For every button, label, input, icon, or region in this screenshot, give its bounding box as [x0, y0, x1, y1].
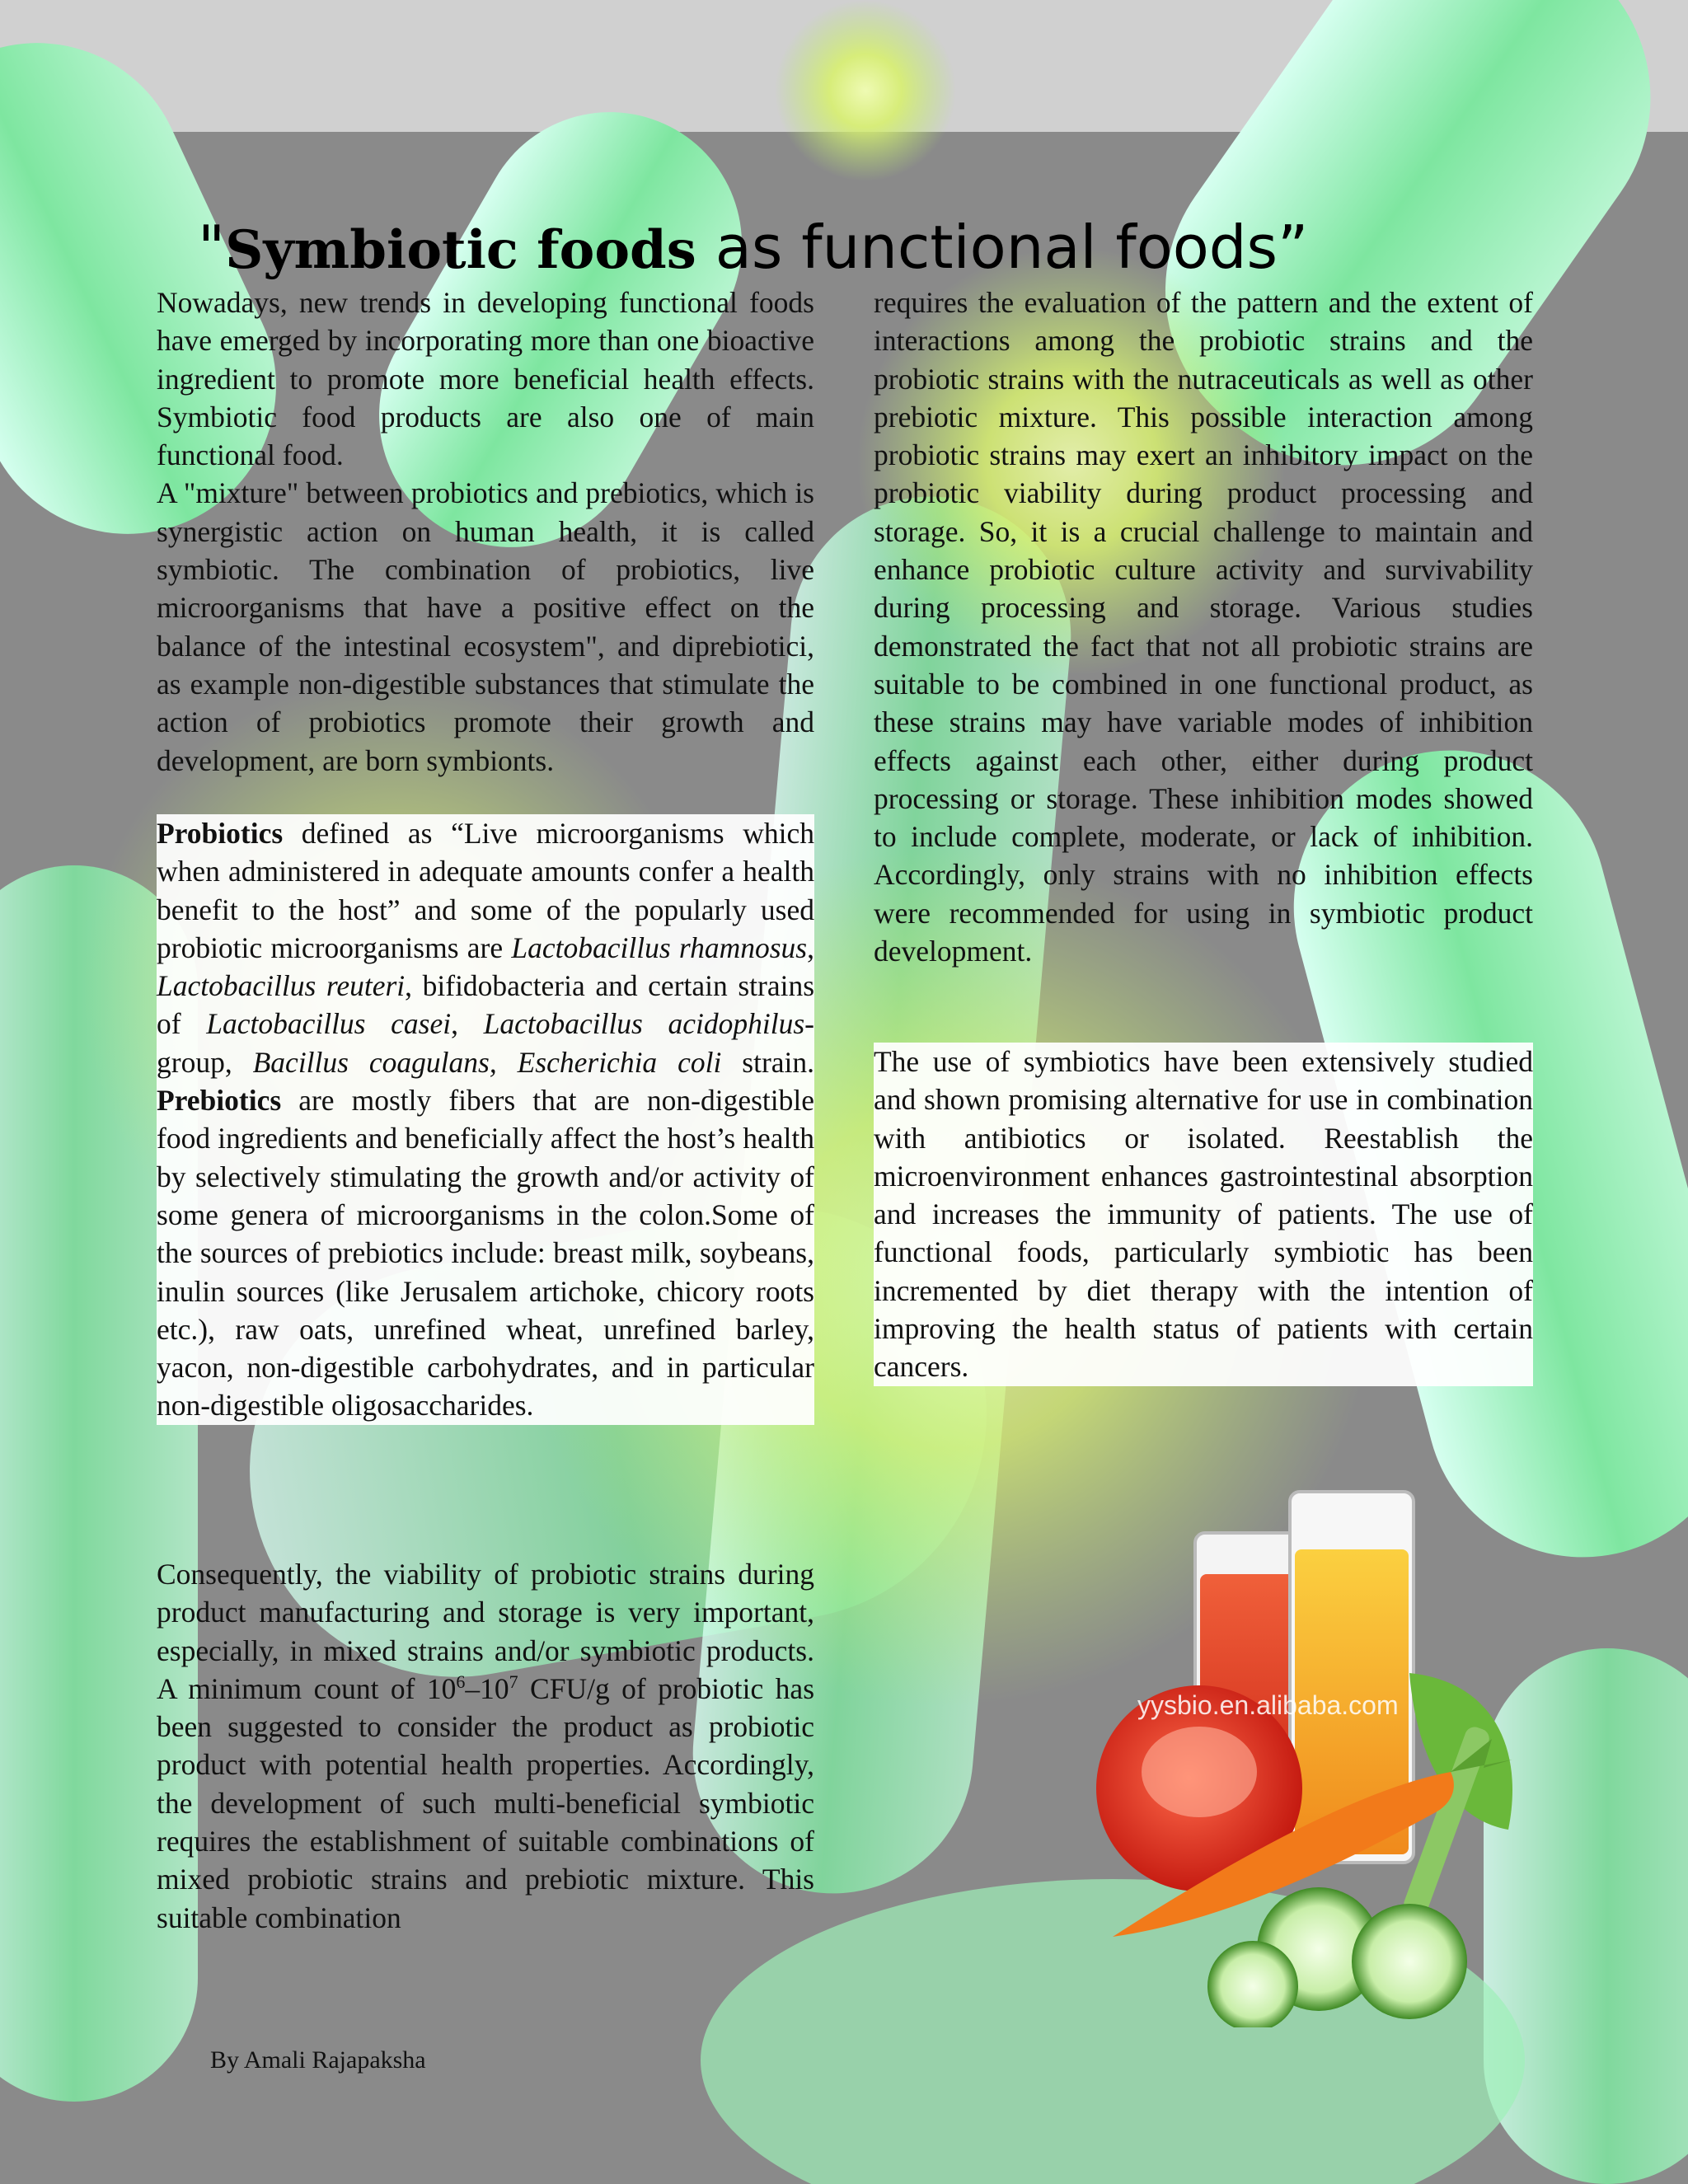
viability-paragraph: [157, 1555, 814, 1937]
viability-text: CFU/g of probiotic has been suggested to consider the product as probiotic product with potential health properties. Accordingly, the development of such multi-beneficial symbiotic requires the establishment of suitable combinations of mixed probiotic strains and prebiotic mixture. This suitable combination: [157, 1671, 815, 1934]
definitions-paragraph: [157, 814, 814, 1425]
species-name: Lactobacillus casei: [206, 1007, 452, 1041]
left-column-definitions: [157, 814, 814, 1425]
definitions-text: are mostly fibers that are non-digestible food ingredients and beneficially affect the host’s health by selectively stimulating the growth and/or activity of some genera of microorganisms in the colon.Some of the sources of prebiotics include: breast milk, soybeans, inulin sources (like Jerusalem artichoke, chicory roots etc.), raw oats, unrefined wheat, unrefined barley, yacon, non-digestible carbohydrates, and in particular non-digestible oligosaccharides.: [157, 1084, 814, 1422]
viability-text: Consequently, the viability of probiotic strains during product manufacturing and storage is very important, especially, in mixed strains and/or symbiotic products. A minimum count of 10: [157, 1558, 814, 1705]
juice-vegetables-image: [1063, 1475, 1525, 2027]
prebiotics-term: Prebiotics: [157, 1084, 282, 1118]
exponent: 6: [456, 1671, 466, 1693]
definitions-text: strain.: [721, 1045, 815, 1079]
author-credit: By Amali Rajapaksha: [210, 2046, 426, 2074]
species-name: Lactobacillus acidophilus: [483, 1007, 805, 1041]
title-open-quote: ": [198, 213, 226, 282]
interactions-paragraph: requires the evaluation of the pattern and the extent of interactions among the probiotic strains and the probiotic strains with the nutraceuticals as well as other prebiotic mixture. This possible interaction among probiotic strains may exert an inhibitory impact on the probiotic viability during product processing and storage. So, it is a crucial challenge to maintain and enhance probiotic culture activity and survivability during processing and storage. Various studies demonstrated the fact that not all probiotic strains are suitable to be combined in one functional product, as these strains may have variable modes of inhibition effects against each other, either during product processing or storage. These inhibition modes showed to include complete, moderate, or lack of inhibition. Accordingly, only strains with no inhibition effects were recommended for using in symbiotic product development.: [874, 286, 1533, 968]
left-column-viability: [157, 1555, 814, 1937]
definitions-text: , bifidobacteria and certain strains of: [157, 969, 815, 1041]
definitions-text: ,: [451, 1007, 484, 1041]
species-name: Bacillus coagulans, Escherichia coli: [252, 1045, 722, 1079]
right-column-interactions: [874, 284, 1533, 970]
species-name: Lactobacillus rhamnosus: [511, 930, 808, 964]
symbiotics-use-paragraph: The use of symbiotics have been extensively studied and shown promising alternative for use in combination with antibiotics or isolated. Reestablish the microenvironment enhances gastrointestinal absorption and increases the immunity of patients. The use of functional foods, particularly symbiotic has been incremented by diet therapy with the intention of improving the health status of patients with certain cancers.: [874, 1045, 1533, 1384]
title-rest: as functional foods”: [696, 213, 1309, 282]
species-name: Lactobacillus reuteri: [157, 969, 406, 1003]
viability-text: –10: [465, 1671, 509, 1705]
definitions-text: defined as “Live microorganisms which when administered in adequate amounts confer a health benefit to the host” and some of the popularly used probiotic microorganisms are: [157, 817, 814, 964]
mixture-paragraph: A "mixture" between probiotics and prebiotics, which is synergistic action on human health, it is called symbiotic. The combination of probiotics, live microorganisms that have a positive effect on the balance of the intestinal ecosystem", and diprebiotici, as example non-digestible substances that stimulate the action of probiotics promote their growth and development, are born symbionts.: [157, 476, 814, 777]
image-watermark: yysbio.en.alibaba.com: [1137, 1690, 1399, 1720]
right-column-symbiotics-use: [874, 1043, 1533, 1386]
article-title: [198, 206, 1599, 288]
left-column-intro: [157, 284, 814, 780]
exponent: 7: [509, 1671, 518, 1693]
title-bold-part: Symbiotic foods: [225, 219, 696, 281]
definitions-text: ,: [807, 930, 814, 964]
intro-paragraph: Nowadays, new trends in developing functional foods have emerged by incorporating more than one bioactive ingredient to promote more beneficial health effects. Symbiotic food products are also one of main functional food.: [157, 286, 814, 472]
probiotics-term: Probiotics: [157, 817, 284, 850]
definitions-text: -group,: [157, 1007, 814, 1079]
